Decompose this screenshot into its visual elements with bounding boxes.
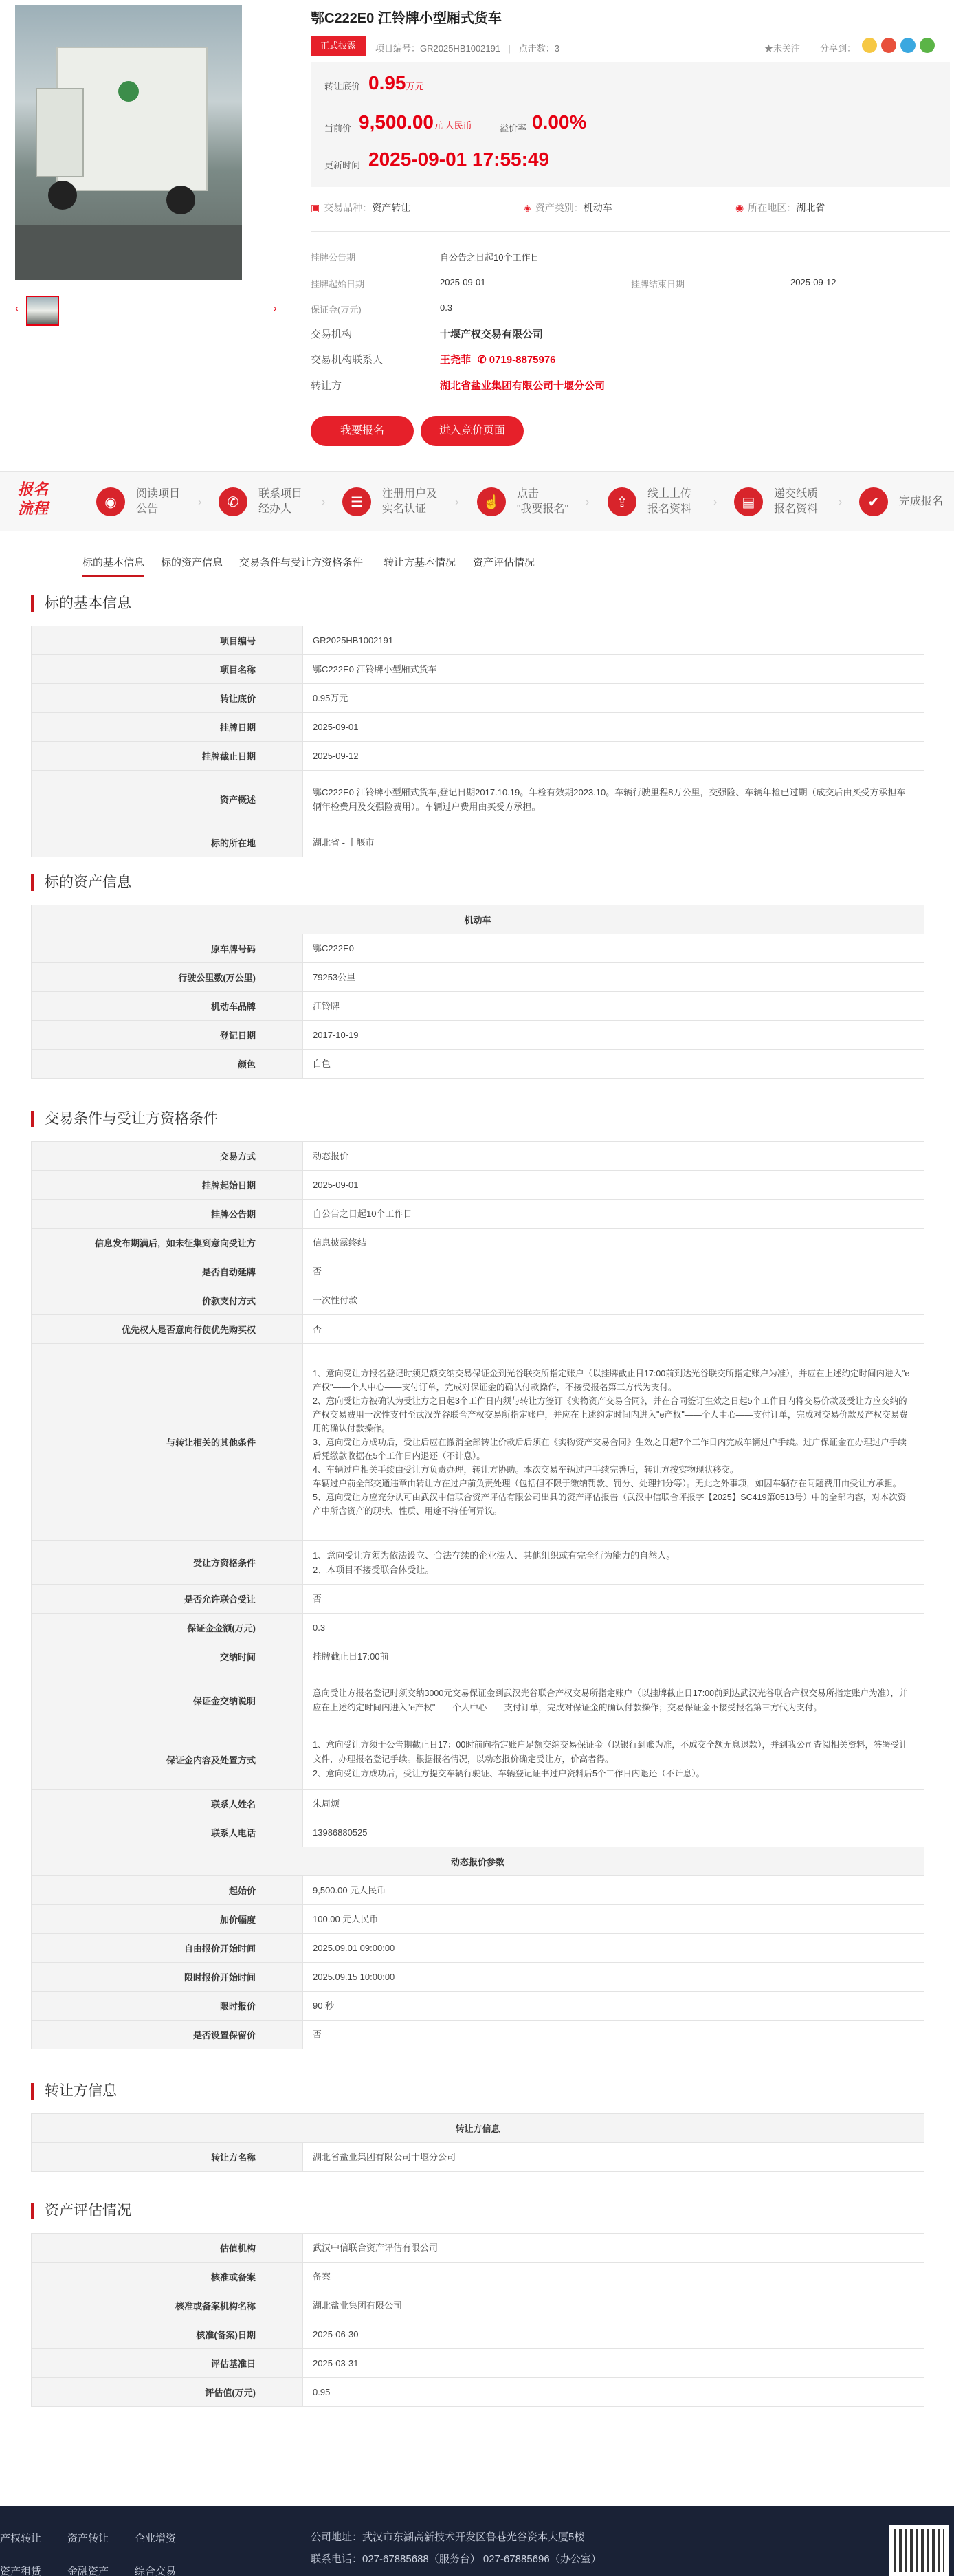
flow-step-register: ☰ 注册用户及 实名认证 bbox=[342, 472, 437, 532]
detail-tabs bbox=[0, 550, 954, 577]
footer-link-general[interactable]: 综合交易 bbox=[135, 2566, 177, 2576]
footer-links-row1 bbox=[0, 2531, 176, 2545]
flow-step-upload: ⇪ 线上上传 报名资料 bbox=[608, 472, 691, 532]
gallery-next-icon[interactable]: › bbox=[274, 302, 277, 313]
wechat-share-icon[interactable] bbox=[920, 38, 935, 53]
section-seller bbox=[31, 2083, 924, 2163]
document-icon: ▤ bbox=[734, 487, 763, 516]
section-basic-info bbox=[31, 595, 924, 848]
org-value: 十堰产权交易有限公司 bbox=[440, 329, 544, 340]
footer-link-finance[interactable]: 金融资产 bbox=[67, 2566, 109, 2576]
attr-region: ◉ 所在地区：湖北省 bbox=[735, 202, 825, 213]
price-box bbox=[311, 62, 950, 187]
asset-info-table: 机动车 原车牌号码 鄂C222E0 行驶公里数(万公里) 79253公里 机动车品牌 江铃牌 登记日期 2017-10-19 颜色 白色 bbox=[31, 905, 924, 1079]
footer-phone: 联系电话：027-67885688（服务台） 027-67885696（办公室） bbox=[311, 2553, 601, 2565]
flow-step-contact: ✆ 联系项目 经办人 bbox=[219, 472, 302, 532]
arrow-icon: › bbox=[322, 496, 326, 508]
evaluation-table: 估值机构 武汉中信联合资产评估有限公司 核准或备案 备案 核准或备案机构名称 湖北盐业集团有限公司 核准(备案)日期 2025-06-30 评估基准日 2025-03-31 评估值(万元) 0.95 bbox=[31, 2233, 924, 2407]
footer-link-lease[interactable]: 资产租赁 bbox=[0, 2566, 42, 2576]
section-title: 交易条件与受让方资格条件 bbox=[31, 1111, 924, 1127]
footer-address: 公司地址：武汉市东湖高新技术开发区鲁巷光谷资本大厦5楼 bbox=[311, 2531, 585, 2543]
attr-asset-type: ◈ 资产类别：机动车 bbox=[524, 202, 612, 213]
footer bbox=[0, 2506, 954, 2576]
flow-title: 报名 流程 bbox=[18, 481, 49, 517]
follow-button[interactable]: ★未关注 bbox=[764, 43, 801, 54]
attr-trade-type: ▣ 交易品种：资产转让 bbox=[311, 202, 411, 213]
section-trade-conditions bbox=[31, 1111, 924, 2040]
update-time: 2025-09-01 17:55:49 bbox=[368, 148, 550, 170]
upload-icon: ⇪ bbox=[608, 487, 636, 516]
star-icon: ★ bbox=[764, 43, 774, 54]
current-price-label: 当前价 bbox=[324, 123, 352, 133]
period-value: 自公告之日起10个工作日 bbox=[440, 252, 540, 263]
share-icons bbox=[862, 38, 935, 53]
seller-table: 转让方信息 转让方名称 湖北省盐业集团有限公司十堰分公司 bbox=[31, 2113, 924, 2172]
arrow-icon: › bbox=[713, 496, 718, 508]
eye-icon: ◉ bbox=[96, 487, 125, 516]
section-title: 标的资产信息 bbox=[31, 874, 924, 891]
arrow-icon: › bbox=[198, 496, 202, 508]
section-title: 标的基本信息 bbox=[31, 595, 924, 612]
project-no: 项目编号：GR2025HB1002191 | 点击数：3 bbox=[375, 43, 559, 54]
tab-asset-info[interactable]: 标的资产信息 bbox=[161, 557, 223, 569]
footer-link-asset[interactable]: 资产转让 bbox=[67, 2533, 109, 2544]
hand-click-icon: ☝ bbox=[477, 487, 506, 516]
current-price: 9,500.00元 人民币 bbox=[359, 111, 472, 133]
section-title: 转让方信息 bbox=[31, 2083, 924, 2100]
transfer-price: 0.95万元 bbox=[368, 72, 424, 93]
trade-conditions-table: 交易方式 动态报价 挂牌起始日期 2025-09-01 挂牌公告期 自公告之日起10个工作日 信息发布期满后，如未征集到意向受让方 信息披露终结 是否自动延牌 否 价款支付方式 一次性付款 优先权人是否意向行使优先购买权 否 与转让相关的其他条件 1、意向受让方报名登记时须足额交纳交易保证金到光谷联交所指定账户（以挂牌截止日17:00前到达光谷联交所指定账户为准），并应在上述约定时间内进入"e产权"——个人中心——支付订单，完成对保证金的确认付款操作，不接受报名第三方代为支付。 2、意向受让方被确认为受让方之日起3个工作日内须与转让方签订《实物资产交易合同》，并在合同签订生效之日起5个工作日内将交易价款及受让方应交纳的产权交易费用一次性支付至武汉光谷联合产权交易所指定账户，并应在上述约定时间内进入"e产权"——个人中心——支付订单，完成对交易价款及产权交易费用的确认付款操作。 3、意向受让方成功后，受让后应在撤消全部转让价款后后须在《实物资产交易合同》生效之日起7个工作日内完成车辆过户手续。过户保证金在办理过户手续后凭缴款收据在5个工作日内退还（不计息）。 4、车辆过户相关手续由受让方负责办理，转让方协助。本次交易车辆过户手续完善后，转让方按实物现状移交。 车辆过户前全部交通违章由转让方在过户前负责处理（包括但不限于缴纳罚款、罚分、处理扣分等）。无此之外事项，如因车辆存在问题费用由受让方承担。 5、意向受让方应充分认可由武汉中信联合资产评估有限公司出具的资产评估报告（武汉中信联合评报字【2025】SC419第0513号）中的全部内容，对本次资产中所含资产的现状、性质、用途不持任何异议。 受让方资格条件 1、意向受让方须为依法设立、合法存续的企业法人、其他组织或有完全行为能力的自然人。 2、本项目不接受联合体受让。 是否允许联合受让 否 保证金金额(万元) 0.3 交纳时间 挂牌截止日17:00前 保证金交纳说明 意向受让方报名登记时须交纳3000元交易保证金到武汉光谷联合产权交易所指定账户（以挂牌截止日17:00前到达武汉光谷联合产权交易所指定账户为准），并应在上述约定时间内进入"e产权"——个人中心——支付订单，完成对保证金的确认付款操作；交易保证金不接受报名第三方代为支付。 保证金内容及处置方式 1、意向受让方须于公告期截止日17：00时前向指定账户足额交纳交易保证金（以银行到账为准，不成交全额无息退款），并到我公司查阅相关资料，签署受让文件，办理报名登记手续。根据报名情况，以动态报价确定受让方，价高者得。 2、意向受让方成功后，受让方提交车辆行驶证、车辆登记证书过户资料后5个工作日内退还（不计息）。 联系人姓名 朱周烦 联系人电话 13986880525 动态报价参数 起始价 9,500.00 元人民币 加价幅度 100.00 元人民币 自由报价开始时间 2025.09.01 09:00:00 限时报价开始时间 2025.09.15 10:00:00 限时报价 90 秒 是否设置保留价 否 bbox=[31, 1141, 924, 2049]
tab-evaluation[interactable]: 资产评估情况 bbox=[473, 557, 535, 569]
contact-label: 交易机构联系人 bbox=[311, 354, 384, 366]
check-icon: ✔ bbox=[859, 487, 888, 516]
deposit-value: 0.3 bbox=[440, 302, 453, 313]
end-date-value: 2025-09-12 bbox=[790, 277, 836, 287]
transfer-price-label: 转让底价 bbox=[324, 81, 361, 91]
tab-seller-info[interactable]: 转让方基本情况 bbox=[384, 557, 456, 569]
flow-step-paper: ▤ 递交纸质 报名资料 bbox=[734, 472, 818, 532]
basic-info-table: 项目编号 GR2025HB1002191 项目名称 鄂C222E0 江铃牌小型厢式货车 转让底价 0.95万元 挂牌日期 2025-09-01 挂牌截止日期 2025-09-12 资产概述 鄂C222E0 江铃牌小型厢式货车,登记日期2017.10.19。年检有效期2023.10。车辆行驶里程8万公里，交强险、车辆年检已过期（成交后由买受方承担车辆年检费用及交强险费用）。车辆过户费用由买受方承担。 标的所在地 湖北省 - 十堰市 bbox=[31, 626, 924, 857]
start-date-value: 2025-09-01 bbox=[440, 277, 486, 287]
contact-value: 王尧菲 ✆ 0719-8875976 bbox=[440, 354, 556, 366]
flow-step-click-apply: ☝ 点击 "我要报名" bbox=[477, 472, 568, 532]
flow-step-read: ◉ 阅读项目 公告 bbox=[96, 472, 180, 532]
page-title: 鄂C222E0 江铃牌小型厢式货车 bbox=[311, 11, 502, 26]
signup-flow bbox=[0, 471, 954, 531]
share-label: 分享到： bbox=[820, 43, 856, 54]
org-label: 交易机构 bbox=[311, 329, 353, 340]
footer-link-capital[interactable]: 企业增资 bbox=[135, 2533, 177, 2544]
layers-icon: ◈ bbox=[524, 202, 531, 213]
footer-link-equity[interactable]: 产权转让 bbox=[0, 2533, 42, 2544]
arrow-icon: › bbox=[586, 496, 590, 508]
tencent-share-icon[interactable] bbox=[900, 38, 916, 53]
weibo-share-icon[interactable] bbox=[881, 38, 896, 53]
tab-trade-conditions[interactable]: 交易条件与受让方资格条件 bbox=[239, 557, 364, 569]
location-icon: ◉ bbox=[735, 202, 744, 213]
flow-step-done: ✔ 完成报名 bbox=[859, 472, 943, 532]
section-title: 资产评估情况 bbox=[31, 2203, 924, 2219]
qr-code-icon bbox=[889, 2525, 949, 2576]
section-asset-info bbox=[31, 874, 924, 1070]
end-date-label: 挂牌结束日期 bbox=[631, 279, 685, 289]
tab-basic-info[interactable]: 标的基本信息 bbox=[82, 550, 144, 577]
seller-value: 湖北省盐业集团有限公司十堰分公司 bbox=[440, 380, 606, 392]
footer-links-row2 bbox=[0, 2564, 176, 2576]
seller-label: 转让方 bbox=[311, 380, 342, 392]
phone-small-icon: ✆ bbox=[478, 354, 487, 366]
phone-icon: ✆ bbox=[219, 487, 247, 516]
arrow-icon: › bbox=[839, 496, 843, 508]
apply-button[interactable]: 我要报名 bbox=[311, 416, 414, 446]
arrow-icon: › bbox=[455, 496, 459, 508]
deposit-label: 保证金(万元) bbox=[311, 305, 362, 315]
briefcase-icon: ▣ bbox=[311, 202, 320, 213]
section-evaluation bbox=[31, 2203, 924, 2398]
period-label: 挂牌公告期 bbox=[311, 252, 356, 263]
update-time-label: 更新时间 bbox=[324, 160, 361, 170]
gallery-thumbnail[interactable] bbox=[26, 296, 59, 326]
start-date-label: 挂牌起始日期 bbox=[311, 279, 365, 289]
register-icon: ☰ bbox=[342, 487, 371, 516]
premium-label: 溢价率 bbox=[500, 123, 527, 133]
enter-bidding-button[interactable]: 进入竞价页面 bbox=[421, 416, 524, 446]
disclosure-badge: 正式披露 bbox=[311, 36, 366, 56]
qzone-share-icon[interactable] bbox=[862, 38, 877, 53]
main-photo bbox=[15, 5, 242, 280]
premium-rate: 0.00% bbox=[532, 111, 587, 133]
gallery-prev-icon[interactable]: ‹ bbox=[15, 302, 19, 313]
